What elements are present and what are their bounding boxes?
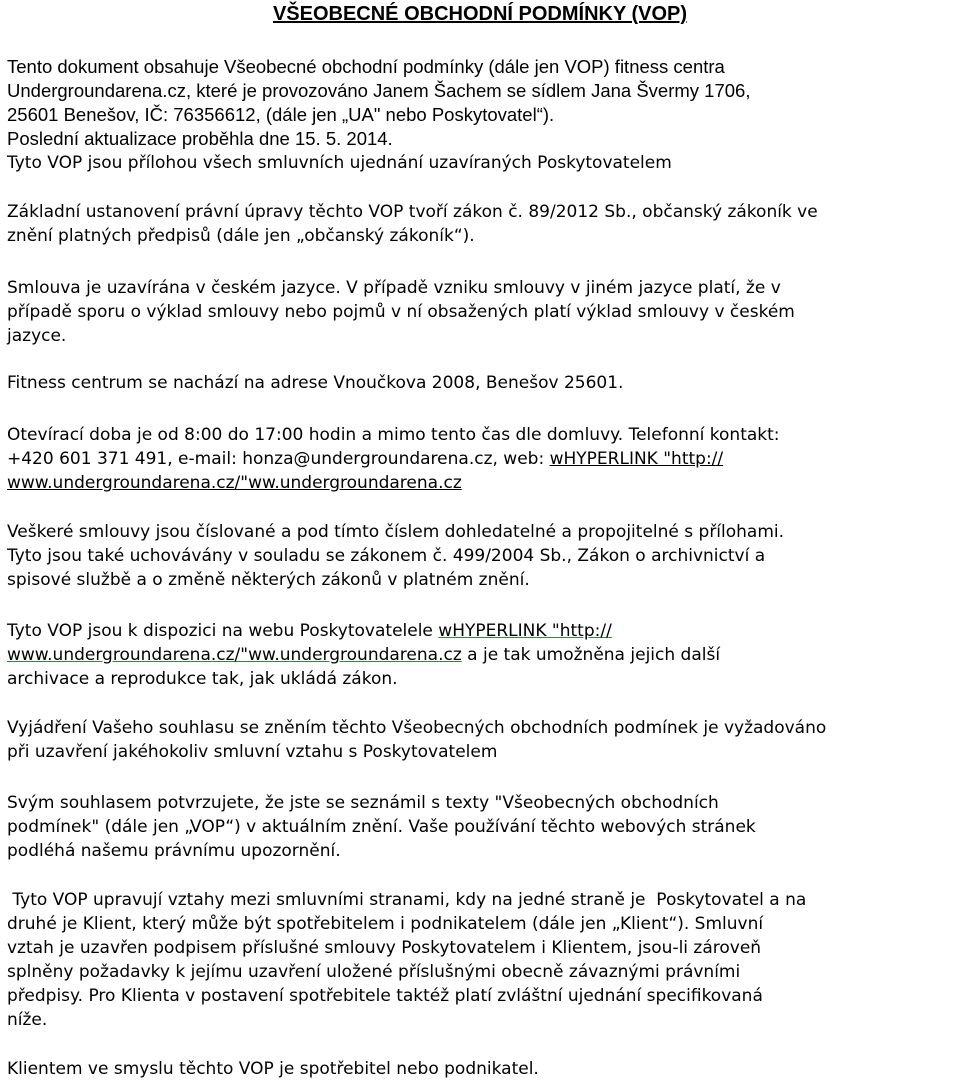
contracts-line-1: Veškeré smlouvy jsou číslované a pod tímto číslem dohledatelné a propojitelné s přílohami. <box>7 522 785 542</box>
legal-basis-line-2: znění platných předpisů (dále jen „občanský zákoník“). <box>7 226 475 246</box>
contracts-line-3: spisové službě a o změně některých zákonů v platném znění. <box>7 570 530 590</box>
document-title: VŠEOBECNÉ OBCHODNÍ PODMÍNKY (VOP) <box>272 3 688 25</box>
intro-line-2: Undergroundarena.cz, které je provozováno Janem Šachem se sídlem Jana Švermy 1706, <box>7 80 751 101</box>
web-link-part-1[interactable]: wHYPERLINK "http:// <box>549 449 724 469</box>
web-link-2-part-2[interactable]: www.undergroundarena.cz/"ww.undergroundarena.cz <box>7 645 462 665</box>
legal-basis-line-1: Základní ustanovení právní úpravy těchto VOP tvoří zákon č. 89/2012 Sb., občanský zákoník ve <box>7 202 818 222</box>
opening-hours-line-1: Otevírací doba je od 8:00 do 17:00 hodin a mimo tento čas dle domluvy. Telefonní kontakt: <box>7 425 780 445</box>
agreement-line-2: podmínek" (dále jen „VOP“) v aktuálním znění. Vaše používání těchto webových stránek <box>7 817 756 837</box>
relations-line-4: splněny požadavky k jejímu uzavření uložené příslušnými obecně závaznými právními <box>7 962 741 982</box>
address-line: Fitness centrum se nachází na adrese Vnoučkova 2008, Benešov 25601. <box>7 373 624 393</box>
consent-line-1: Vyjádření Vašeho souhlasu se zněním těchto Všeobecných obchodních podmínek je vyžadováno <box>7 718 827 738</box>
contact-text: +420 601 371 491, e-mail: honza@undergroundarena.cz, web: <box>7 449 550 469</box>
availability-line-2 <box>7 643 720 667</box>
agreement-line-1: Svým souhlasem potvrzujete, že jste se seznámil s texty "Všeobecných obchodních <box>7 793 719 813</box>
consent-line-2: při uzavření jakéhokoliv smluvní vztahu s Poskytovatelem <box>7 742 498 762</box>
relations-line-3: vztah je uzavřen podpisem příslušné smlouvy Poskytovatelem i Klientem, jsou-li zároveň <box>7 938 762 958</box>
web-link-2-part-1[interactable]: wHYPERLINK "http:// <box>438 621 612 641</box>
language-line-2: případě sporu o výklad smlouvy nebo pojmů v ní obsažených platí výklad smlouvy v českém <box>7 302 795 322</box>
client-definition: Klientem ve smyslu těchto VOP je spotřebitel nebo podnikatel. <box>7 1059 539 1079</box>
relations-line-6: níže. <box>7 1010 48 1030</box>
availability-text: Tyto VOP jsou k dispozici na webu Poskytovatelele <box>7 621 439 641</box>
contracts-line-2: Tyto jsou také uchovávány v souladu se zákonem č. 499/2004 Sb., Zákon o archivnictví a <box>7 546 766 566</box>
opening-hours-line-2 <box>7 447 723 471</box>
relations-line-2: druhé je Klient, který může být spotřebitelem i podnikatelem (dále jen „Klient“). Smluvní <box>7 914 764 934</box>
web-link-part-2[interactable]: www.undergroundarena.cz/"ww.undergroundarena.cz <box>7 473 462 493</box>
agreement-line-3: podléhá našemu právnímu upozornění. <box>7 841 341 861</box>
relations-line-1: Tyto VOP upravují vztahy mezi smluvními stranami, kdy na jedné straně je Poskytovatel a na <box>7 890 807 910</box>
intro-line-3: 25601 Benešov, IČ: 76356612, (dále jen „UA" nebo Poskytovatel“). <box>7 104 555 125</box>
intro-line-4: Poslední aktualizace proběhla dne 15. 5. 2014. <box>7 128 393 149</box>
relations-line-5: předpisy. Pro Klienta v postavení spotřebitele taktéž platí zvláštní ujednání specifikovaná <box>7 986 763 1006</box>
intro-line-1: Tento dokument obsahuje Všeobecné obchodní podmínky (dále jen VOP) fitness centra <box>7 56 725 77</box>
opening-hours-line-3 <box>7 471 462 495</box>
language-line-3: jazyce. <box>7 326 67 346</box>
availability-line-3: archivace a reprodukce tak, jak ukládá zákon. <box>7 669 398 689</box>
language-line-1: Smlouva je uzavírána v českém jazyce. V případě vzniku smlouvy v jiném jazyce platí, že v <box>7 278 781 298</box>
paragraph-attachment: Tyto VOP jsou přílohou všech smluvních ujednání uzavíraných Poskytovatelem <box>7 153 672 173</box>
availability-line-1 <box>7 619 612 643</box>
availability-suffix: a je tak umožněna jejich další <box>461 645 721 665</box>
